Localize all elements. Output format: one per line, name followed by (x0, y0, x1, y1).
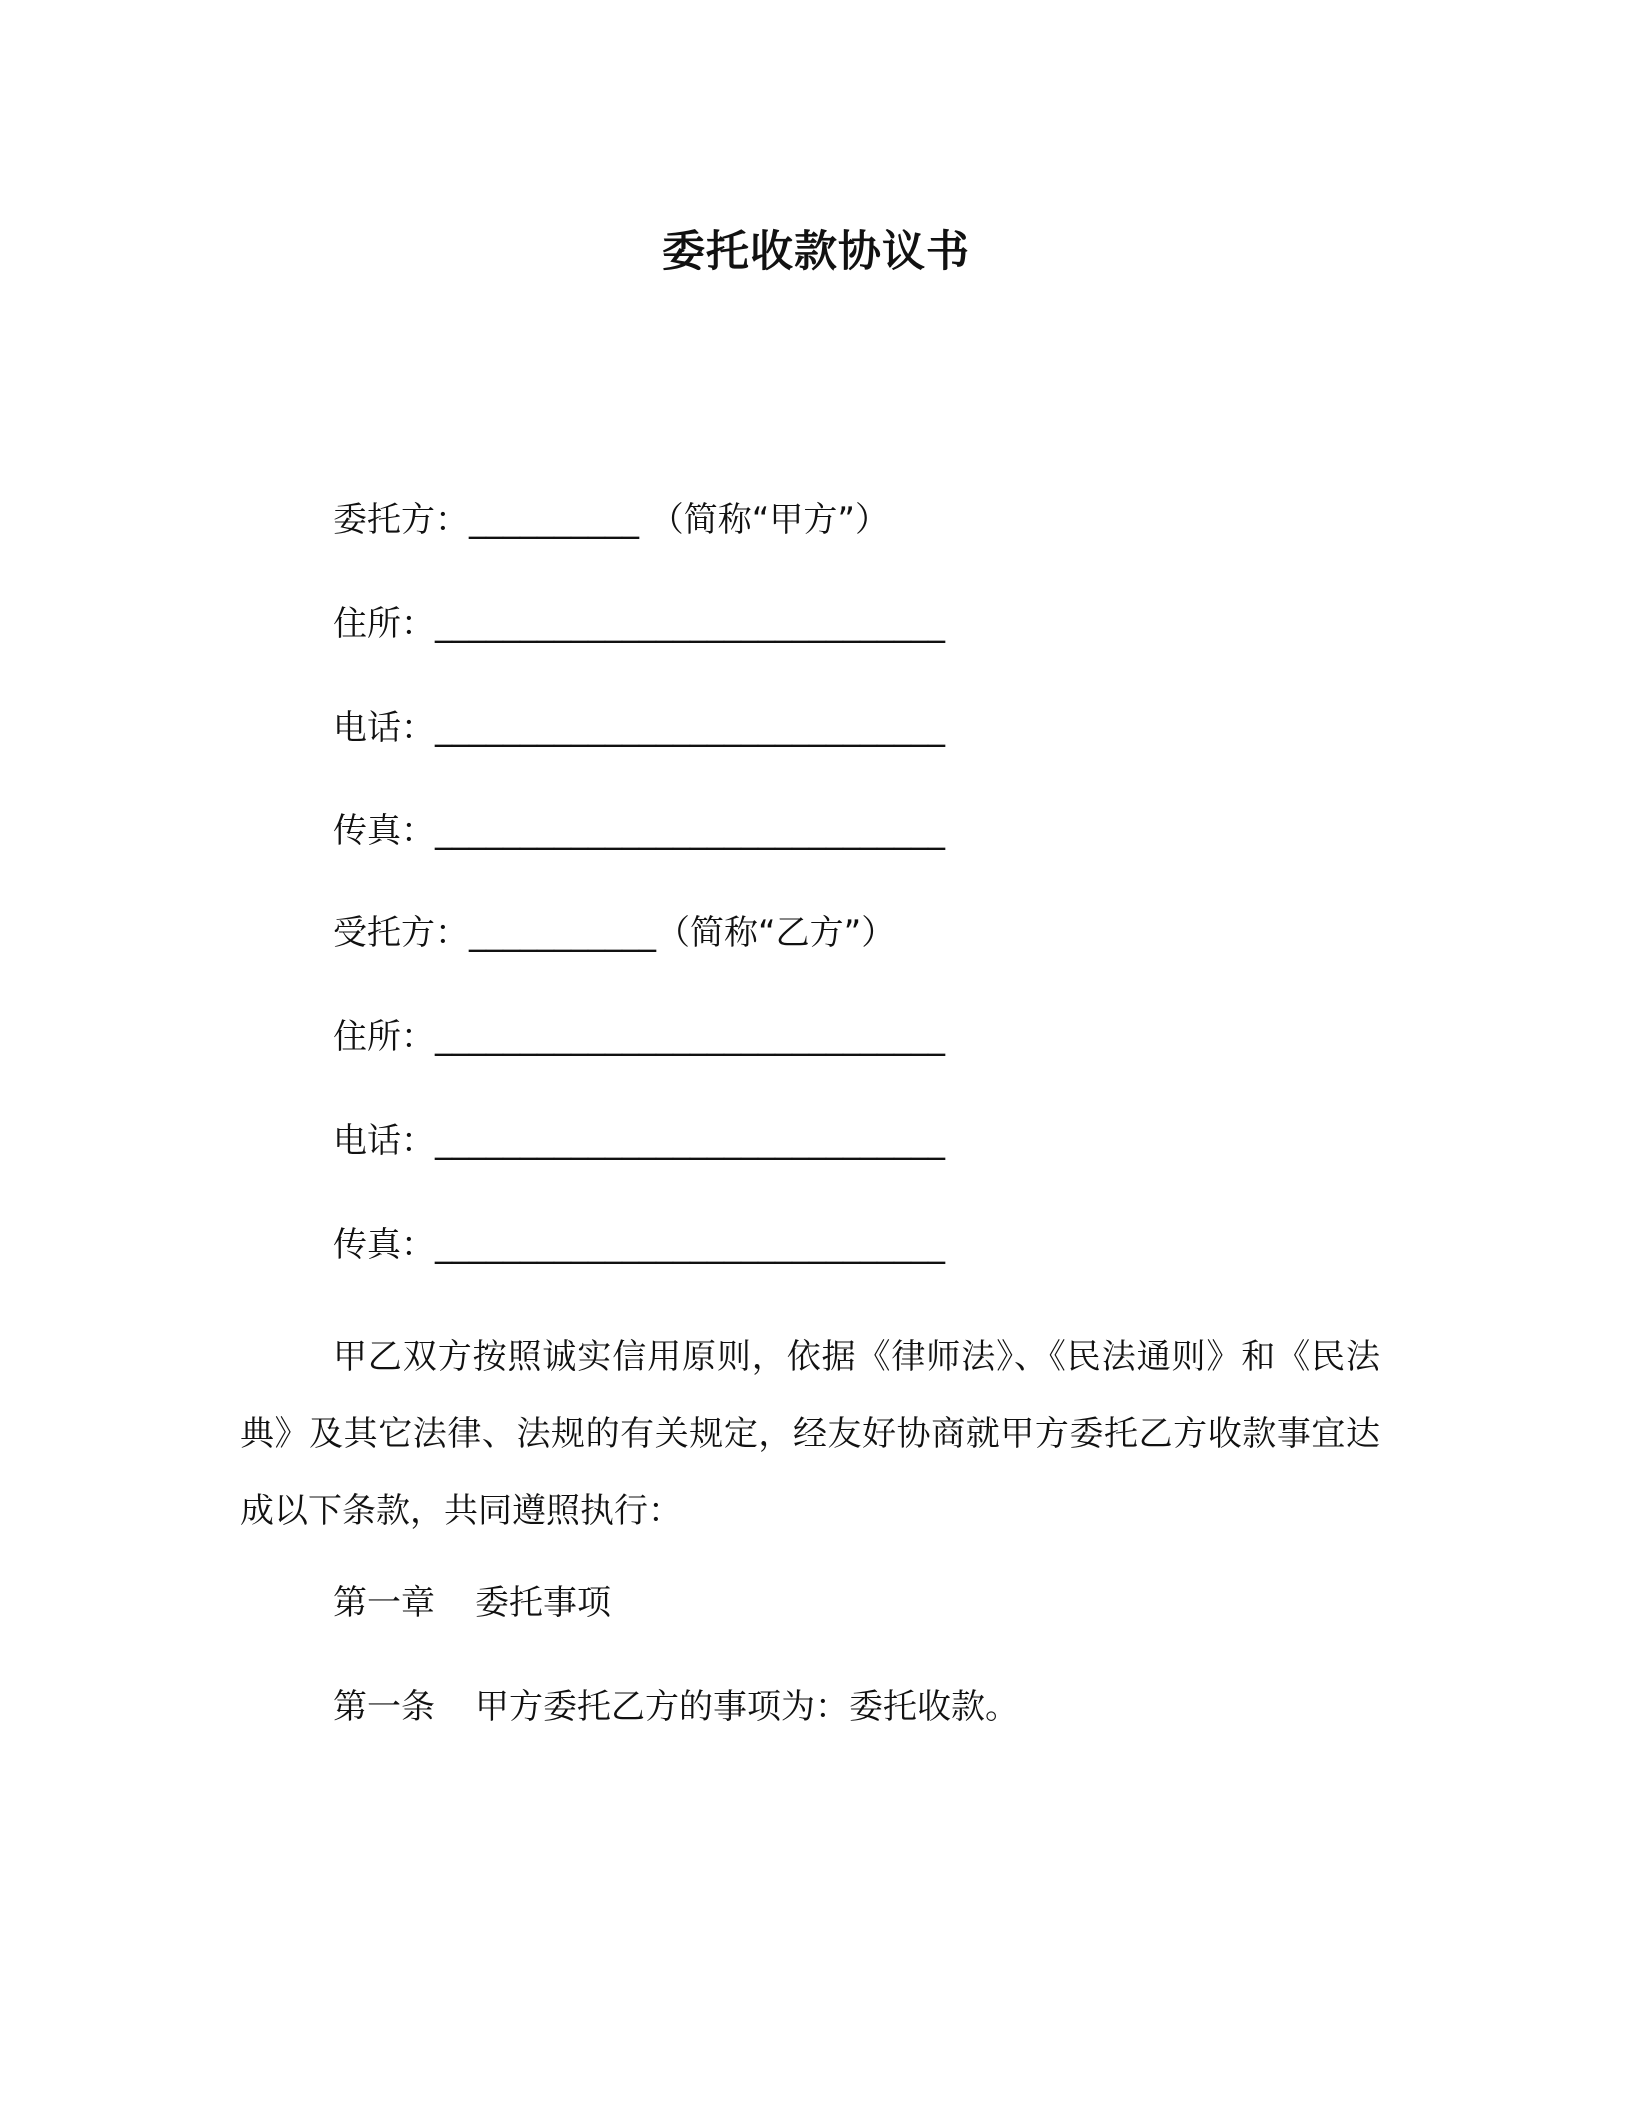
chapter-heading (333, 1579, 611, 1627)
party-a-phone-line: 电话：______________________________ (333, 708, 945, 748)
party-a-address-line: 住所：______________________________ (333, 604, 945, 644)
article-number: 第一条 (333, 1687, 435, 1727)
chapter-title: 委托事项 (475, 1583, 611, 1623)
document-title: 委托收款协议书 (662, 227, 970, 277)
article-text: 甲方委托乙方的事项为：委托收款。 (475, 1687, 1019, 1727)
party-b-phone-line: 电话：______________________________ (333, 1121, 945, 1161)
chapter-number: 第一章 (333, 1583, 435, 1623)
party-a-fax-line: 传真：______________________________ (333, 811, 945, 851)
article-line (333, 1683, 1019, 1731)
party-b-fax-line: 传真：______________________________ (333, 1225, 945, 1265)
preamble-paragraph: 甲乙双方按照诚实信用原则，依据《律师法》、《民法通则》和《民法典》及其它法律、法规的有关规定，经友好协商就甲方委托乙方收款事宜达成以下条款，共同遵照执行： (240, 1337, 1380, 1531)
party-a-name-line: 委托方：__________ （简称“甲方”） (333, 500, 890, 540)
party-b-name-line: 受托方：___________（简称“乙方”） (333, 913, 896, 953)
party-b-address-line: 住所：______________________________ (333, 1017, 945, 1057)
